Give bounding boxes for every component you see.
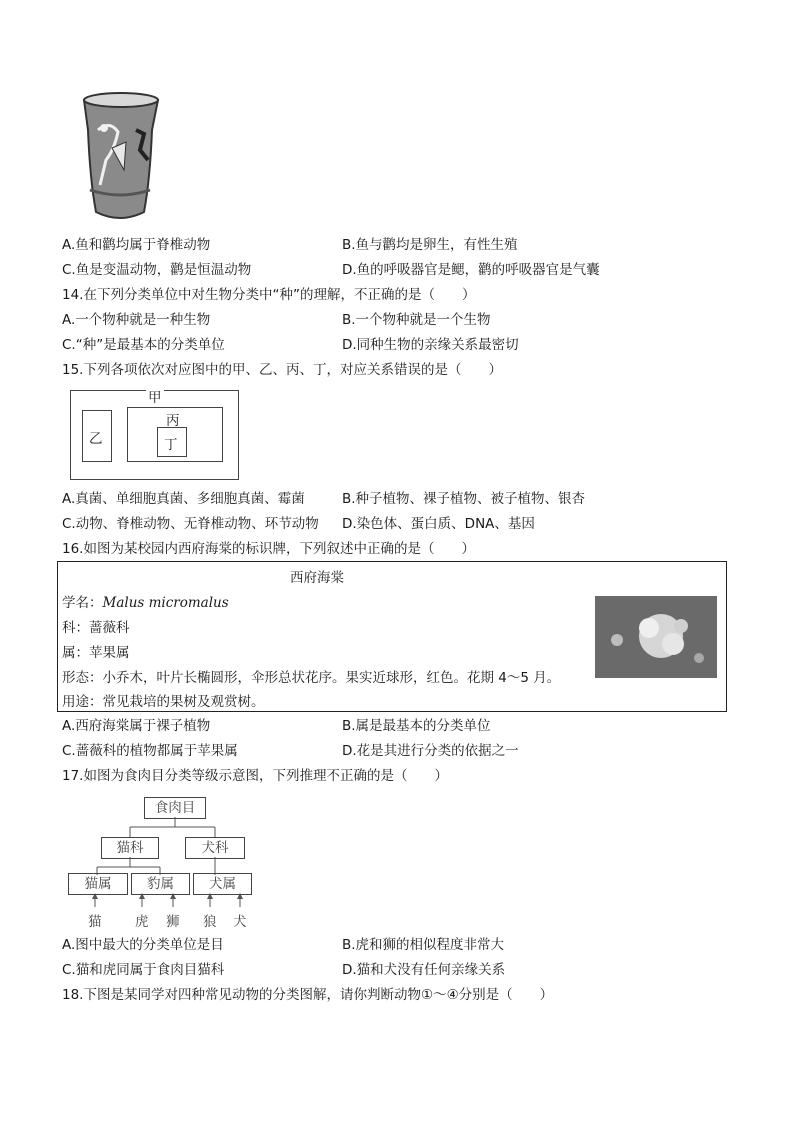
q16-option-a: A.西府海棠属于裸子植物	[62, 718, 211, 734]
q15-option-d: D.染色体、蛋白质、DNA、基因	[342, 516, 535, 532]
q17-stem: 17.如图为食肉目分类等级示意图，下列推理不正确的是（ ）	[62, 768, 448, 784]
jia-label: 甲	[146, 386, 164, 406]
q16-option-d: D.花是其进行分类的依据之一	[342, 743, 519, 759]
sign-scientific-name	[62, 591, 229, 611]
pottery-vase-image	[70, 90, 170, 230]
yi-label: 乙	[89, 431, 103, 447]
flower-photo	[595, 596, 717, 678]
q18-stem: 18.下图是某同学对四种常见动物的分类图解，请你判断动物①～④分别是（ ）	[62, 987, 554, 1003]
q14-option-a: A.一个物种就是一种生物	[62, 312, 211, 328]
sci-name: Malus micromalus	[102, 595, 229, 611]
q13-option-b: B.鱼与鹳均是卵生，有性生殖	[342, 237, 518, 253]
q16-option-c: C.蔷薇科的植物都属于苹果属	[62, 743, 238, 759]
bing-label: 丙	[166, 413, 180, 429]
node-genus-dog: 犬属	[193, 873, 252, 895]
q14-option-c: C.“种”是最基本的分类单位	[62, 337, 225, 353]
ding-label: 丁	[164, 437, 178, 453]
species-dog: 犬	[233, 914, 247, 930]
q14-option-d: D.同种生物的亲缘关系最密切	[342, 337, 519, 353]
plant-sign	[57, 561, 727, 712]
q16-option-b: B.属是最基本的分类单位	[342, 718, 491, 734]
node-genus-leopard: 豹属	[131, 873, 190, 895]
sign-genus: 属：苹果属	[62, 645, 130, 661]
sign-title: 西府海棠	[290, 570, 344, 586]
q17-option-c: C.猫和虎同属于食肉目猫科	[62, 962, 225, 978]
q15-stem: 15.下列各项依次对应图中的甲、乙、丙、丁，对应关系错误的是（ ）	[62, 362, 502, 378]
sign-use: 用途：常见栽培的果树及观赏树。	[62, 694, 265, 710]
species-tiger: 虎	[135, 914, 149, 930]
q14-option-b: B.一个物种就是一个生物	[342, 312, 491, 328]
node-order: 食肉目	[144, 797, 206, 819]
q15-option-c: C.动物、脊椎动物、无脊椎动物、环节动物	[62, 516, 319, 532]
node-family-cat: 猫科	[101, 837, 159, 859]
q14-stem: 14.在下列分类单位中对生物分类中“种”的理解，不正确的是（ ）	[62, 287, 476, 303]
species-cat: 猫	[88, 914, 102, 930]
q13-option-a: A.鱼和鹳均属于脊椎动物	[62, 237, 211, 253]
q17-option-d: D.猫和犬没有任何亲缘关系	[342, 962, 506, 978]
q15-option-a: A.真菌、单细胞真菌、多细胞真菌、霉菌	[62, 491, 305, 507]
node-family-dog: 犬科	[185, 837, 245, 859]
sci-label: 学名：	[62, 595, 103, 611]
q16-stem: 16.如图为某校园内西府海棠的标识牌，下列叙述中正确的是（ ）	[62, 541, 475, 557]
sign-form: 形态：小乔木，叶片长椭圆形，伞形总状花序。果实近球形，红色。花期 4～5 月。	[62, 670, 561, 686]
q17-option-a: A.图中最大的分类单位是目	[62, 937, 224, 953]
species-wolf: 狼	[203, 914, 217, 930]
q13-option-d: D.鱼的呼吸器官是鳃，鹳的呼吸器官是气囊	[342, 262, 600, 278]
q13-option-c: C.鱼是变温动物，鹳是恒温动物	[62, 262, 252, 278]
node-genus-cat: 猫属	[68, 873, 128, 895]
species-lion: 狮	[166, 914, 180, 930]
sign-family: 科：蔷薇科	[62, 620, 130, 636]
q17-option-b: B.虎和狮的相似程度非常大	[342, 937, 505, 953]
q15-option-b: B.种子植物、裸子植物、被子植物、银杏	[342, 491, 586, 507]
